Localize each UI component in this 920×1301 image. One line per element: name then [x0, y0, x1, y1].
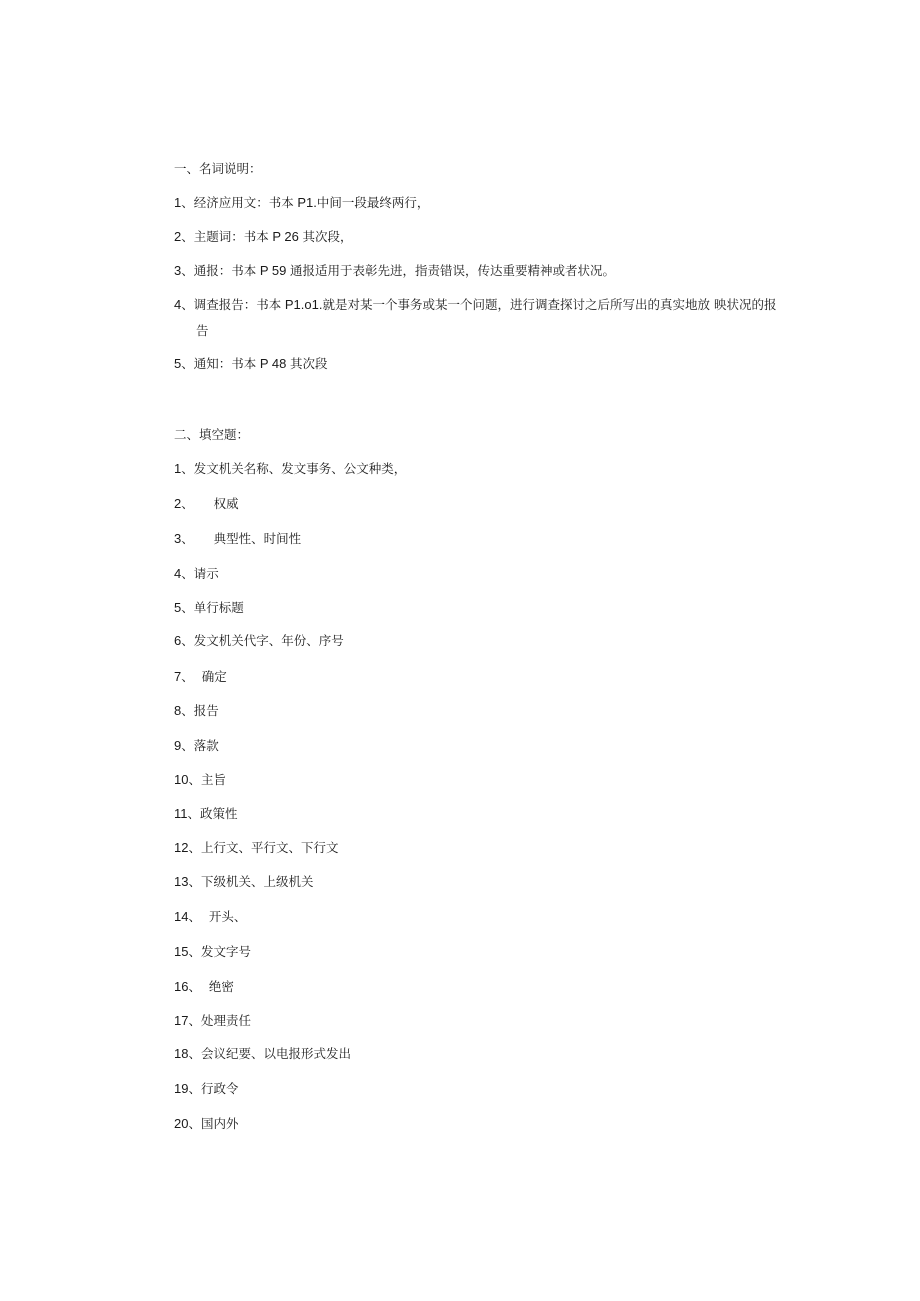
item-answer: 上行文、平行文、下行文	[200, 840, 339, 855]
fill-blank-item	[174, 1013, 251, 1029]
item-separator: 、	[181, 356, 194, 371]
item-answer: 政策性	[200, 806, 238, 821]
definition-item	[174, 297, 776, 313]
item-separator: 、	[188, 909, 201, 924]
item-answer: 单行标题	[193, 600, 244, 615]
fill-blank-item	[174, 496, 239, 512]
fill-blank-item	[174, 566, 219, 582]
item-number: 1	[174, 195, 182, 210]
item-number: 16	[174, 979, 189, 994]
item-text-tail: 就是对某一个事务或某一个问题，进行调查探讨之后所写出的真实地放 映状况的报	[322, 297, 777, 312]
item-separator: 、	[181, 566, 194, 581]
fill-blank-item	[174, 979, 234, 995]
item-answer: 主旨	[200, 772, 226, 787]
item-number: 5	[174, 356, 182, 371]
item-separator: 、	[181, 738, 194, 753]
item-answer: 处理责任	[200, 1013, 251, 1028]
item-separator: 、	[188, 1013, 201, 1028]
item-separator: 、	[188, 1081, 201, 1096]
item-number: 17	[174, 1013, 189, 1028]
fill-blank-item	[174, 1081, 239, 1097]
item-separator: 、	[181, 633, 194, 648]
item-page-ref: P1.o1.	[281, 297, 323, 312]
item-number: 1	[174, 461, 182, 476]
item-number: 19	[174, 1081, 189, 1096]
fill-blank-item	[174, 669, 227, 685]
item-answer: 发文机关代字、年份、序号	[193, 633, 344, 648]
item-number: 2	[174, 496, 182, 511]
item-separator: 、	[188, 874, 201, 889]
definition-item-continuation: 告	[196, 323, 209, 338]
item-page-ref: P 59	[256, 263, 290, 278]
item-number: 3	[174, 531, 182, 546]
item-page-ref: P 48	[256, 356, 290, 371]
item-answer: 报告	[193, 703, 219, 718]
fill-blank-item	[174, 806, 238, 822]
item-number: 4	[174, 566, 182, 581]
item-number: 12	[174, 840, 189, 855]
item-text: 通报：书本	[193, 263, 257, 278]
item-answer: 会议纪要、以电报形式发出	[200, 1046, 351, 1061]
item-answer: 确定	[193, 669, 227, 684]
fill-blank-item	[174, 909, 246, 925]
item-answer: 请示	[193, 566, 219, 581]
item-text-tail: 其次段，	[302, 229, 353, 244]
fill-blank-item	[174, 633, 344, 649]
definition-item	[174, 229, 353, 245]
item-text: 主题词：书本	[193, 229, 269, 244]
item-number: 10	[174, 772, 189, 787]
item-number: 6	[174, 633, 182, 648]
item-number: 9	[174, 738, 182, 753]
item-separator: 、	[188, 1046, 201, 1061]
item-answer: 行政令	[200, 1081, 239, 1096]
item-answer: 下级机关、上级机关	[200, 874, 314, 889]
item-number: 4	[174, 297, 182, 312]
item-answer: 典型性、时间性	[193, 531, 302, 546]
fill-blank-item	[174, 461, 406, 477]
item-number: 20	[174, 1116, 189, 1131]
item-separator: 、	[188, 772, 201, 787]
fill-blank-item	[174, 772, 226, 788]
item-text-tail: 中间一段最终两行，	[316, 195, 430, 210]
section1-heading: 一、名词说明：	[174, 161, 262, 176]
item-answer: 国内外	[200, 1116, 239, 1131]
item-number: 7	[174, 669, 182, 684]
item-separator: 、	[181, 297, 194, 312]
item-separator: 、	[188, 979, 201, 994]
item-page-ref: P1.	[293, 195, 317, 210]
definition-item	[174, 356, 328, 372]
item-number: 15	[174, 944, 189, 959]
item-text: 通知：书本	[193, 356, 257, 371]
item-text: 经济应用文：书本	[193, 195, 294, 210]
item-number: 5	[174, 600, 182, 615]
item-separator: 、	[188, 944, 201, 959]
item-number: 18	[174, 1046, 189, 1061]
fill-blank-item	[174, 600, 244, 616]
item-separator: 、	[181, 263, 194, 278]
item-number: 11	[174, 806, 188, 821]
fill-blank-item	[174, 531, 301, 547]
item-separator: 、	[181, 195, 194, 210]
fill-blank-item	[174, 738, 219, 754]
item-page-ref: P 26	[268, 229, 303, 244]
item-separator: 、	[181, 600, 194, 615]
item-answer: 发文字号	[200, 944, 251, 959]
item-separator: 、	[181, 229, 194, 244]
fill-blank-item	[174, 1046, 351, 1062]
item-separator: 、	[181, 461, 194, 476]
item-text-tail: 其次段	[290, 356, 328, 371]
definition-item	[174, 195, 429, 211]
item-number: 8	[174, 703, 182, 718]
item-number: 3	[174, 263, 182, 278]
item-separator: 、	[181, 703, 194, 718]
fill-blank-item	[174, 944, 251, 960]
item-separator: 、	[187, 806, 201, 821]
item-number: 14	[174, 909, 189, 924]
fill-blank-item	[174, 840, 339, 856]
item-number: 13	[174, 874, 189, 889]
item-separator: 、	[181, 531, 194, 546]
item-answer: 绝密	[200, 979, 234, 994]
item-answer: 发文机关名称、发文事务、公文种类，	[193, 461, 407, 476]
section2-heading: 二、填空题：	[174, 427, 250, 442]
fill-blank-item	[174, 1116, 239, 1132]
definition-item	[174, 263, 615, 279]
item-text-tail: 通报适用于表彰先进，指责错误，传达重要精神或者状况。	[290, 263, 616, 278]
item-answer: 落款	[193, 738, 219, 753]
item-separator: 、	[188, 840, 201, 855]
fill-blank-item	[174, 703, 219, 719]
fill-blank-item	[174, 874, 314, 890]
item-text: 调查报告：书本	[193, 297, 282, 312]
item-separator: 、	[188, 1116, 201, 1131]
item-answer: 开头、	[200, 909, 247, 924]
item-number: 2	[174, 229, 182, 244]
item-answer: 权威	[193, 496, 239, 511]
item-separator: 、	[181, 669, 194, 684]
item-separator: 、	[181, 496, 194, 511]
